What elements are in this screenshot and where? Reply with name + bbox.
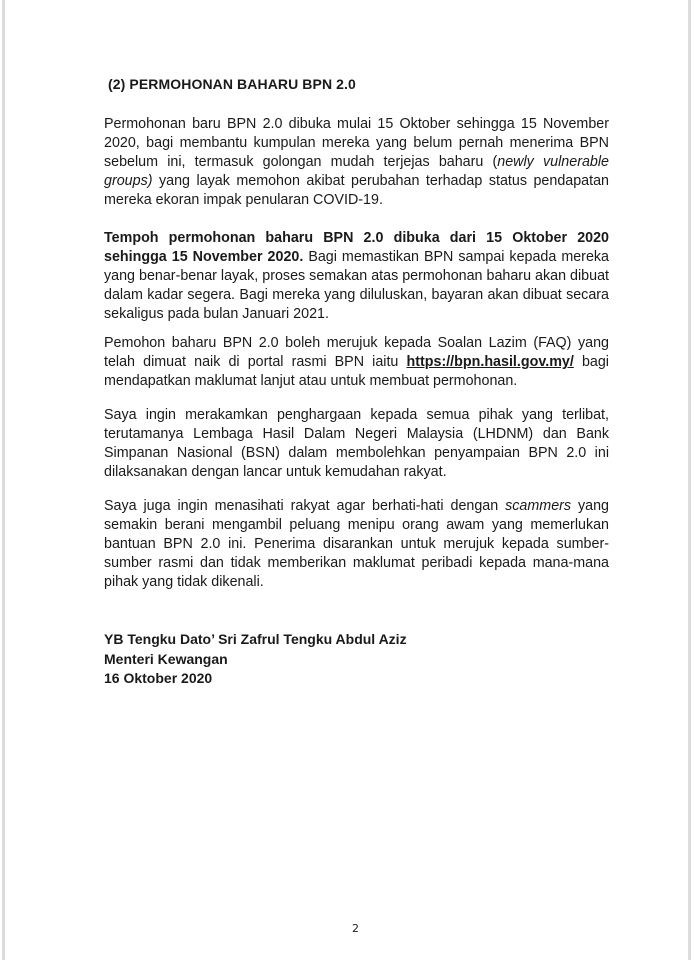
bold-phrase: Tempoh permohonan baharu BPN 2.0 dibuka dari 15 Oktober 2020 sehingga 15 November 2020. xyxy=(104,230,609,265)
page-edge-left xyxy=(2,0,5,960)
paragraph-text: yang semakin berani mengambil peluang menipu orang awam yang memerlukan bantuan BPN 2.0 ini. Penerima disarankan untuk merujuk kepada sumber-sumber rasmi dan tidak memberikan maklumat peribadi kepada mana-mana pihak yang tidak dikenali. xyxy=(104,498,609,590)
page-edge-right xyxy=(688,0,691,960)
paragraph-text: bagi mendapatkan maklumat lanjut atau untuk membuat permohonan. xyxy=(104,354,609,389)
italic-phrase: scammers xyxy=(505,498,572,514)
italic-phrase: newly vulnerable groups) xyxy=(104,154,609,189)
page-number: 2 xyxy=(352,922,359,935)
signatory-title: Menteri Kewangan xyxy=(104,650,228,667)
paragraph-scam-warning xyxy=(104,497,609,592)
paragraph-faq-portal xyxy=(104,334,609,391)
signature-date: 16 Oktober 2020 xyxy=(104,670,213,686)
paragraph-text: Saya juga ingin menasihati rakyat agar berhati-hati dengan xyxy=(104,498,506,514)
paragraph-text: yang layak memohon akibat perubahan terhadap status pendapatan mereka ekoran impak penularan COVID-19. xyxy=(104,173,609,208)
paragraph-text: Pemohon baharu BPN 2.0 boleh merujuk kepada Soalan Lazim (FAQ) yang telah dimuat naik di portal rasmi BPN iaitu xyxy=(104,335,609,370)
paragraph-appreciation xyxy=(104,406,609,482)
paragraph-application-period xyxy=(104,229,609,324)
signatory-name: YB Tengku Dato’ Sri Zafrul Tengku Abdul Aziz xyxy=(104,631,407,647)
signature-block xyxy=(104,630,407,689)
paragraph-text: Permohonan baru BPN 2.0 dibuka mulai 15 Oktober sehingga 15 November 2020, bagi membantu kumpulan mereka yang belum pernah menerima BPN sebelum ini, termasuk golongan mudah terjejas baharu ( xyxy=(104,116,609,170)
portal-link[interactable]: https://bpn.hasil.gov.my/ xyxy=(406,354,574,370)
paragraph-application-open xyxy=(104,115,609,210)
paragraph-text: Saya ingin merakamkan penghargaan kepada semua pihak yang terlibat, terutamanya Lembaga Hasil Dalam Negeri Malaysia (LHDNM) dan Bank Simpanan Nasional (BSN) dalam membolehkan penyampaian BPN 2.0 ini dilaksanakan dengan lancar untuk kemudahan rakyat. xyxy=(104,407,609,480)
section-heading: (2) PERMOHONAN BAHARU BPN 2.0 xyxy=(108,76,356,92)
paragraph-text: Bagi memastikan BPN sampai kepada mereka yang benar-benar layak, proses semakan atas permohonan baharu akan dibuat dalam kadar segera. Bagi mereka yang diluluskan, bayaran akan dibuat secara sekaligus pada bulan Januari 2021. xyxy=(104,249,609,322)
